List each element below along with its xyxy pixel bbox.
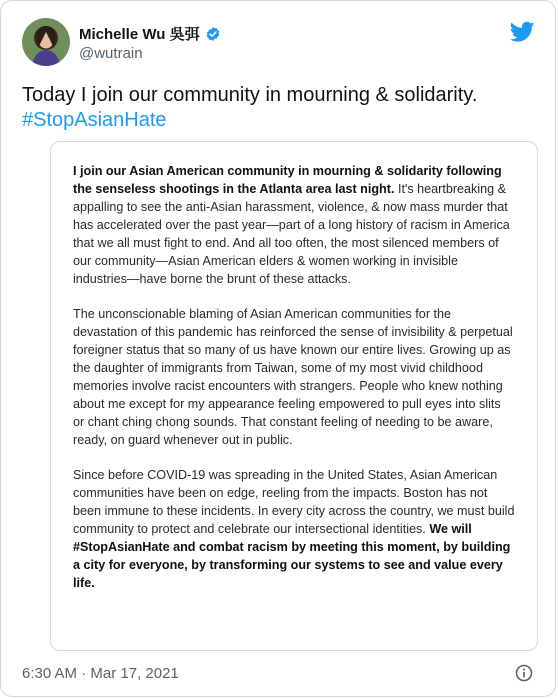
statement-p3-bold: We will #StopAsianHate and combat racism by meeting this moment, by building a city for everyone, by transforming our systems to see and value every life.	[73, 522, 511, 590]
statement-p3-text: Since before COVID-19 was spreading in the United States, Asian American communities have been on edge, reeling from the impacts. Boston has not been immune to these incidents. In every city across the country, we must build community to protect and celebrate our intersectional identities.	[73, 468, 515, 536]
statement-image[interactable]	[50, 141, 538, 651]
twitter-bird-icon[interactable]	[510, 21, 535, 43]
tweet-timestamp[interactable]: 6:30 AM · Mar 17, 2021	[22, 665, 179, 682]
author-name[interactable]: Michelle Wu 吳弭	[79, 26, 200, 43]
tweet-body: Today I join our community in mourning & solidarity.	[22, 84, 478, 106]
hashtag-link[interactable]: #StopAsianHate	[22, 109, 167, 131]
info-icon[interactable]	[515, 664, 533, 682]
author-handle[interactable]: @wutrain	[79, 45, 143, 62]
verified-badge-icon	[205, 26, 221, 42]
tweet-text	[22, 83, 537, 133]
statement-p1-text: It's heartbreaking & appalling to see the anti-Asian harassment, violence, & now mass murder that has accelerated over the past year—part of a long history of racism in America that we all must fight to end. And all too often, the most silenced members of our community—Asian American elders & women working in invisible industries—have borne the brunt of these attacks.	[73, 182, 510, 286]
statement-paragraph-2: The unconscionable blaming of Asian American communities for the devastation of this pandemic has reinforced the sense of invisibility & perpetual foreigner status that so many of us have known our entire lives. Growing up as the daughter of immigrants from Taiwan, some of my most vivid childhood memories involve racist encounters with strangers. People who knew nothing about me except for my appearance feeling empowered to pull eyes into slits or chant ching chong sounds. That constant feeling of needing to be aware, ready, on guard whenever out in public.	[73, 307, 513, 447]
statement-p1-bold: I join our Asian American community in mourning & solidarity following the senseless shootings in the Atlanta area last night.	[73, 164, 502, 196]
statement-paragraph-3	[73, 466, 515, 592]
statement-paragraph-1	[73, 162, 515, 288]
avatar[interactable]	[22, 18, 70, 66]
author-name-row[interactable]	[79, 23, 221, 44]
